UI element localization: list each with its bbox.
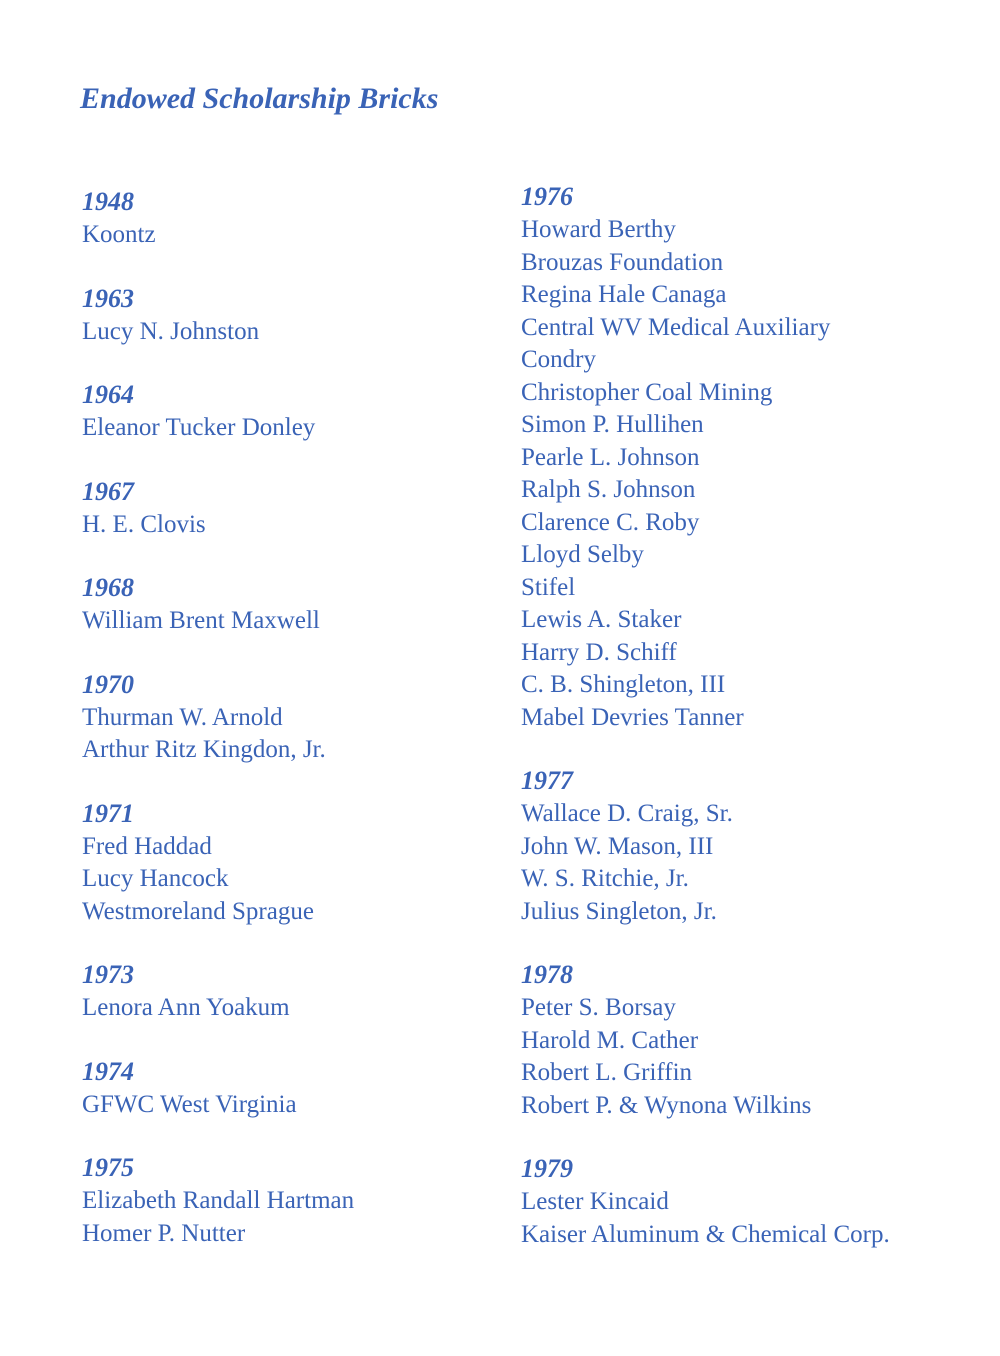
donor-name: Homer P. Nutter [82,1219,246,1247]
right-column [521,180,961,1281]
donor-name: Robert P. & Wynona Wilkins [521,1091,812,1119]
donor-name: Pearle L. Johnson [521,443,700,471]
year-group [82,378,522,445]
year-group [82,1055,522,1122]
year-group [82,282,522,349]
donor-name: C. B. Shingleton, III [521,671,726,698]
year-group [82,475,522,542]
year-heading: 1964 [82,380,134,409]
year-group [82,958,522,1025]
donor-name: Lewis A. Staker [521,606,682,633]
donor-name: W. S. Ritchie, Jr. [521,865,689,892]
year-heading: 1977 [521,766,573,795]
year-group [521,958,961,1122]
year-heading: 1975 [82,1153,134,1182]
year-group [521,764,961,928]
donor-name: Robert L. Griffin [521,1059,693,1086]
year-group [82,185,522,252]
donor-name: Wallace D. Craig, Sr. [521,800,733,827]
donor-name: John W. Mason, III [521,832,714,860]
year-heading: 1968 [82,573,134,602]
donor-name: Harry D. Schiff [521,638,677,666]
page-title: Endowed Scholarship Bricks [80,82,439,115]
year-heading: 1973 [82,960,134,989]
donor-name: Regina Hale Canaga [521,281,727,308]
year-group [82,571,522,638]
donor-name: H. E. Clovis [82,510,206,538]
donor-name: Kaiser Aluminum & Chemical Corp. [521,1220,890,1248]
donor-name: Ralph S. Johnson [521,476,696,503]
year-heading: 1979 [521,1154,573,1183]
donor-name: Lenora Ann Yoakum [82,994,290,1021]
donor-name: Koontz [82,221,156,248]
year-heading: 1974 [82,1056,134,1086]
donor-name: Simon P. Hullihen [521,411,704,438]
donor-name: Lester Kincaid [521,1188,669,1215]
donor-name: Howard Berthy [521,216,676,243]
year-heading: 1967 [82,476,134,506]
donor-name: Clarence C. Roby [521,508,700,536]
donor-name: Peter S. Borsay [521,994,676,1021]
donor-name: Arthur Ritz Kingdon, Jr. [82,736,326,763]
year-group [82,668,522,767]
donor-name: William Brent Maxwell [82,607,320,634]
donor-name: Stifel [521,573,576,601]
donor-name: Lucy Hancock [82,865,229,892]
year-group [82,1151,522,1250]
donor-name: Harold M. Cather [521,1026,699,1054]
year-heading: 1978 [521,960,573,989]
year-heading: 1971 [82,798,134,828]
donor-name: Fred Haddad [82,832,212,860]
donor-name: Lloyd Selby [521,541,644,568]
donor-name: GFWC West Virginia [82,1090,297,1118]
donor-name: Brouzas Foundation [521,248,724,276]
donor-name: Christopher Coal Mining [521,378,773,406]
donor-name: Mabel Devries Tanner [521,703,744,731]
donor-name: Thurman W. Arnold [82,703,283,731]
donor-name: Westmoreland Sprague [82,897,314,925]
year-group [521,1152,961,1251]
donor-name: Lucy N. Johnston [82,317,260,345]
year-heading: 1976 [521,182,573,211]
year-heading: 1970 [82,669,134,699]
donor-name: Condry [521,346,596,373]
donor-name: Julius Singleton, Jr. [521,897,717,925]
donor-name: Eleanor Tucker Donley [82,414,316,441]
year-heading: 1963 [82,283,134,313]
year-group [521,180,961,734]
year-group [82,797,522,929]
donor-name: Central WV Medical Auxiliary [521,313,831,341]
year-heading: 1948 [82,187,134,216]
left-column [82,185,522,1280]
donor-name: Elizabeth Randall Hartman [82,1187,355,1214]
